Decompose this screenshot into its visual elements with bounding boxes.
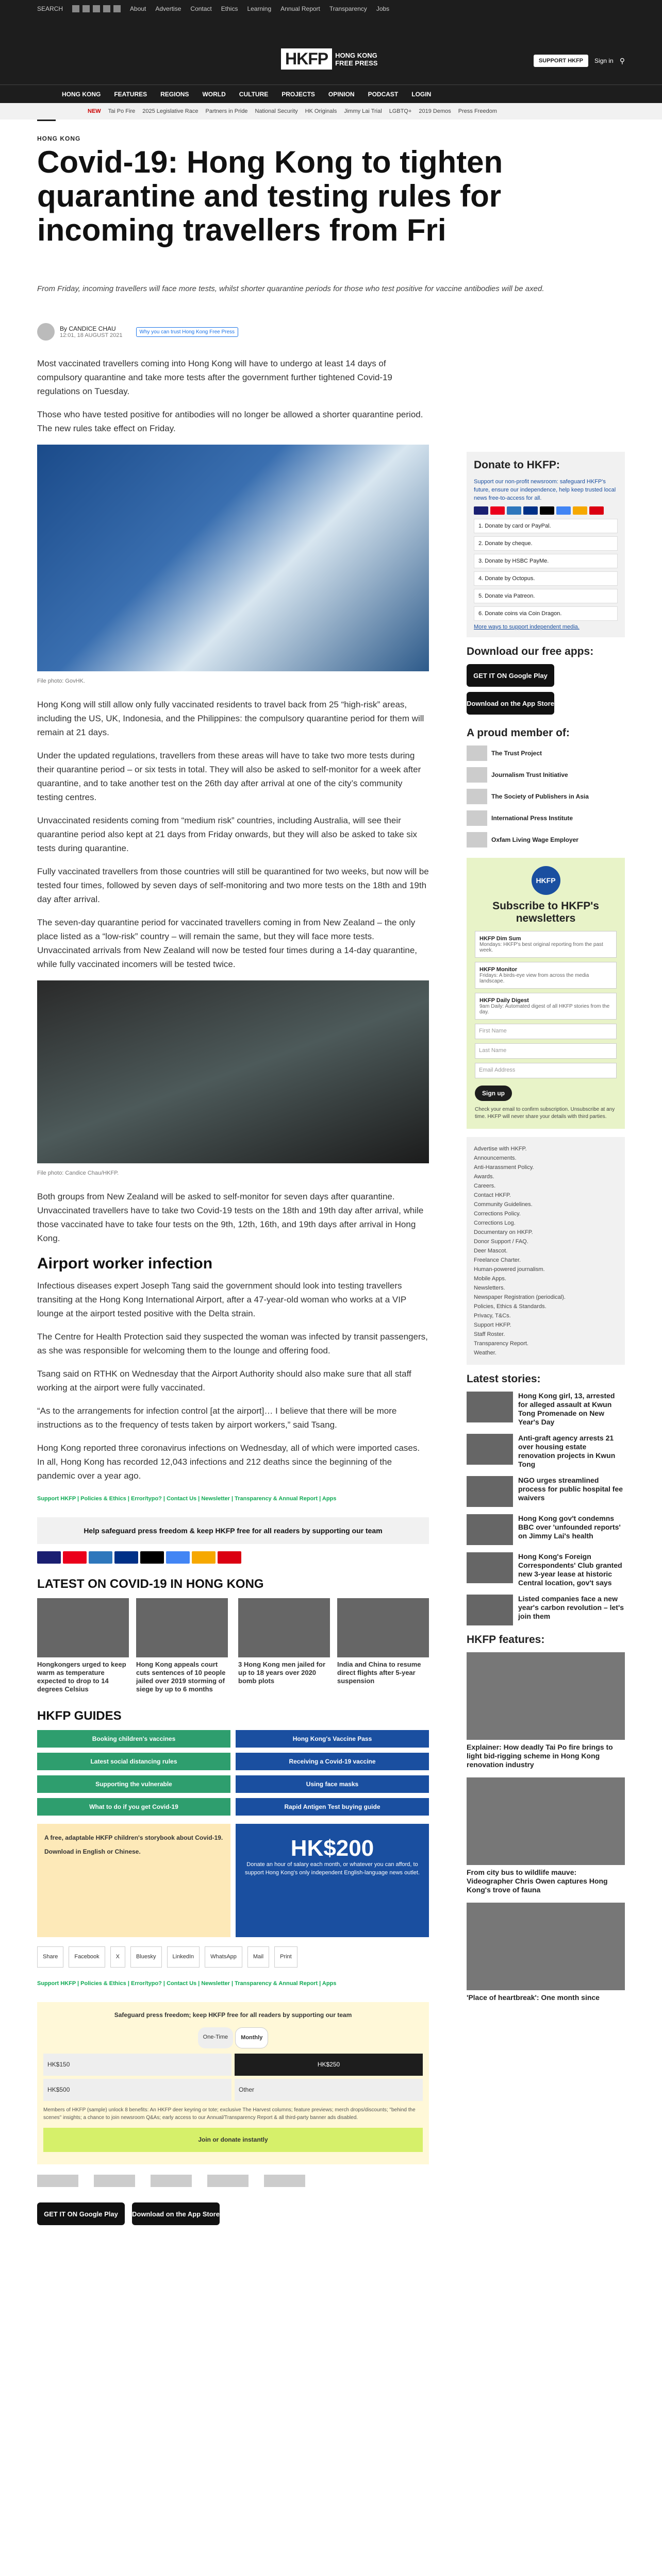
info-link[interactable]: Human-powered journalism.: [474, 1266, 545, 1273]
jobs-link[interactable]: Jobs: [376, 5, 390, 12]
covid-story-grid: [37, 1598, 429, 1693]
trending-bar: [0, 103, 662, 120]
payme-icon: [589, 506, 604, 515]
info-link[interactable]: Documentary on HKFP.: [474, 1229, 533, 1235]
member-list: [467, 745, 625, 848]
newsletter-heading: Subscribe to HKFP's newsletters: [492, 900, 599, 924]
newsletter-desc: Fridays: A birds-eye view from across the media landscape.: [479, 973, 589, 984]
card-title: 3 Hong Kong men jailed for up to 18 years over 2020 bomb plots: [238, 1660, 326, 1685]
tab-one-time[interactable]: One-Time: [198, 2027, 234, 2048]
menu-item[interactable]: LOGIN: [411, 90, 432, 98]
amount-option-selected[interactable]: HK$250: [235, 2054, 423, 2076]
menu-item[interactable]: PROJECTS: [282, 90, 315, 98]
share-button: Share: [37, 1946, 63, 1968]
latest-story[interactable]: [467, 1434, 625, 1469]
feature-image: [467, 1903, 625, 1990]
guide-button[interactable]: Supporting the vulnerable: [37, 1775, 230, 1793]
menu-item[interactable]: REGIONS: [160, 90, 189, 98]
logo-box: HKFP: [281, 48, 332, 70]
amex-icon: [89, 1551, 112, 1564]
story-title: Hong Kong's Foreign Correspondents' Club granted new 3-year lease at historic Central location, gov't says: [518, 1552, 622, 1587]
feature-story[interactable]: [467, 1903, 625, 2002]
story-thumbnail: [467, 1552, 513, 1583]
member-logo-icon: [467, 745, 487, 761]
card-title: Hong Kong appeals court cuts sentences of 10 people jailed over 2019 storming of siege by up to 6 months: [136, 1660, 226, 1693]
article-subtitle: From Friday, incoming travellers will face more tests, whilst shorter quarantine periods for those who test positive for vaccine antibodies will be axed.: [37, 284, 544, 293]
paragraph: Tsang said on RTHK on Wednesday that the Airport Authority should also make sure that all staff working at the airport were fully vaccinated.: [37, 1369, 411, 1393]
info-link[interactable]: Privacy, T&Cs.: [474, 1313, 511, 1319]
guide-button[interactable]: Receiving a Covid-19 vaccine: [236, 1753, 429, 1770]
member-logo: [467, 767, 625, 783]
trending-item[interactable]: Partners in Pride: [205, 108, 248, 114]
annual-report-link[interactable]: Annual Report: [280, 5, 320, 12]
author-name[interactable]: By CANDICE CHAU: [60, 325, 116, 332]
member-logo-icon: [467, 789, 487, 804]
donate-payment-icons: [474, 506, 618, 515]
share-button[interactable]: Print: [274, 1946, 297, 1968]
menu-item[interactable]: CULTURE: [239, 90, 269, 98]
info-link[interactable]: Contact HKFP.: [474, 1192, 511, 1198]
sign-in-link[interactable]: Sign in: [594, 57, 614, 64]
donate-option[interactable]: 4. Donate by Octopus.: [474, 571, 618, 586]
author-info: [60, 325, 123, 338]
paragraph: Hong Kong will still allow only fully vaccinated residents to travel back from 25 “high-risk” areas, including the US, UK, Indonesia, and the Philippines: the compulsory quarantine period for them will remain at 21 days.: [37, 700, 424, 737]
octopus-icon: [192, 1551, 216, 1564]
guide-button[interactable]: Latest social distancing rules: [37, 1753, 230, 1770]
story-thumbnail: [467, 1476, 513, 1507]
search-icon[interactable]: ⚲: [619, 56, 625, 65]
donate-promo-text: Donate an hour of salary each month, or whatever you can afford, to support Hong Kong's only independent English-language news outlet.: [244, 1861, 420, 1876]
google-play-button[interactable]: GET IT ON Google Play: [37, 2202, 125, 2225]
facebook-icon[interactable]: [72, 5, 79, 12]
member-logo: [467, 832, 625, 848]
article-title: Covid-19: Hong Kong to tighten quarantine and testing rules for incoming travellers from Fri: [37, 145, 503, 247]
logo-text-line1: HONG KONG: [335, 51, 377, 59]
header-actions: [534, 55, 625, 67]
support-widget: [37, 2002, 429, 2164]
info-link[interactable]: Deer Mascot.: [474, 1248, 508, 1254]
paragraph: “As to the arrangements for infection control [at the airport]… I believe that there will be more instructions as to the frequency of tests taken by airport workers,” said Tsang.: [37, 1406, 397, 1430]
amex-icon: [507, 506, 521, 515]
jti-logo: [94, 2175, 135, 2187]
applepay-icon: [140, 1551, 164, 1564]
guide-button[interactable]: Hong Kong's Vaccine Pass: [236, 1730, 429, 1748]
info-link[interactable]: Corrections Log.: [474, 1220, 516, 1226]
trending-item[interactable]: Tai Po Fire: [108, 108, 136, 114]
sidebar: [467, 452, 625, 2010]
info-link[interactable]: Newsletters.: [474, 1285, 505, 1291]
info-link[interactable]: Careers.: [474, 1183, 496, 1189]
trending-item[interactable]: 2025 Legislative Race: [142, 108, 198, 114]
donate-text: Support our non-profit newsroom: safeguard HKFP's future, ensure our independence, help keep trusted local news free-to-access for all.: [474, 479, 616, 501]
visa-icon: [37, 1551, 61, 1564]
newsletter-option[interactable]: [475, 993, 617, 1020]
member-logo-name: The Society of Publishers in Asia: [491, 793, 589, 800]
join-donate-button[interactable]: Join or donate instantly: [43, 2128, 423, 2152]
learning-link[interactable]: Learning: [247, 5, 272, 12]
sign-up-button[interactable]: Sign up: [475, 1086, 512, 1101]
story-title: Hong Kong girl, 13, arrested for alleged assault at Kwun Tong Promenade on New Year's Day: [518, 1392, 615, 1426]
story-thumbnail: [467, 1595, 513, 1625]
paragraph: Those who have tested positive for antibodies will no longer be allowed a shorter quarantine period. The new rules take effect on Friday.: [37, 410, 423, 433]
donate-amount: HK$200: [290, 1836, 374, 1861]
covid-story-card[interactable]: [337, 1598, 429, 1693]
paypal-icon: [523, 506, 538, 515]
paragraph: Hong Kong reported three coronavirus infections on Wednesday, all of which were imported cases. In all, Hong Kong has recorded 12,043 infections and 212 deaths since the beginning of the pandemic over a year ago.: [37, 1443, 420, 1481]
menu-item[interactable]: WORLD: [202, 90, 226, 98]
kicker-rule: [37, 120, 56, 121]
paragraph: Both groups from New Zealand will be asked to self-monitor for seven days after quarantine. Unvaccinated travellers have to take two Covid-19 tests on the 18th and 19th day after arrival, while those vaccinated have to take four tests on the 9th, 12th, 16th, and 19th days after arrival in Hong Kong.: [37, 1192, 424, 1243]
logo-text: [335, 52, 377, 67]
latest-story[interactable]: [467, 1514, 625, 1545]
article-category[interactable]: HONG KONG: [37, 135, 81, 142]
donate-option[interactable]: 1. Donate by card or PayPal.: [474, 519, 618, 533]
card-title: India and China to resume direct flights after 5-year suspension: [337, 1660, 421, 1685]
info-link-list: [467, 1137, 625, 1365]
payment-icons: [37, 1551, 429, 1564]
trending-item[interactable]: LGBTQ+: [389, 108, 412, 114]
transparency-link[interactable]: Transparency: [329, 5, 367, 12]
newsletter-desc: 9am Daily: Automated digest of all HKFP stories from the day.: [479, 1004, 610, 1015]
trust-credit-badge[interactable]: Why you can trust Hong Kong Free Press: [136, 327, 239, 337]
more-ways-link[interactable]: More ways to support independent media.: [474, 624, 580, 630]
features-list: [467, 1652, 625, 2002]
trending-item[interactable]: Press Freedom: [458, 108, 497, 114]
latest-story[interactable]: [467, 1392, 625, 1427]
info-link[interactable]: Anti-Harassment Policy.: [474, 1164, 534, 1171]
story-thumbnail: [467, 1434, 513, 1465]
x-icon[interactable]: [82, 5, 90, 12]
member-logo: [467, 745, 625, 761]
advertise-link[interactable]: Advertise: [155, 5, 181, 12]
donate-options: [474, 519, 618, 621]
apps-heading: Download our free apps:: [467, 646, 594, 657]
article-body: [37, 357, 429, 2230]
paragraph: Most vaccinated travellers coming into Hong Kong will have to undergo at least 14 days of compulsory quarantine and take more tests after the government further tightened Covid-19 regulations on Tuesday.: [37, 359, 392, 396]
donate-promo[interactable]: [236, 1824, 429, 1937]
card-title: Hongkongers urged to keep warm as temperature expected to drop to 14 degrees Celsius: [37, 1660, 126, 1693]
member-logo-name: Oxfam Living Wage Employer: [491, 836, 578, 843]
paragraph: The seven-day quarantine period for vaccinated travellers coming in from New Zealand – the only place listed as a “low-risk” country – will remain the same, but they will face more tests. Unvaccinated arrivals from New Zealand will now be tested four times during a 14-day quarantine, while fully vaccinated incomers will be tested twice.: [37, 918, 418, 969]
app-store-button[interactable]: Download on the App Store: [467, 692, 554, 715]
newsletter-option[interactable]: [475, 962, 617, 989]
support-heading: Safeguard press freedom; keep HKFP free for all readers by supporting our team: [114, 2011, 352, 2019]
info-link[interactable]: Staff Roster.: [474, 1331, 505, 1337]
story-title: Hong Kong gov't condemns BBC over 'unfounded reports' on Jimmy Lai's health: [518, 1514, 621, 1540]
member-logo-icon: [467, 767, 487, 783]
contact-link[interactable]: Contact: [190, 5, 212, 12]
octopus-icon: [573, 506, 587, 515]
paragraph: The Centre for Health Protection said they suspected the woman was infected by transit passengers, as she was responsible for welcoming them to the lounge and offering food.: [37, 1332, 428, 1355]
first-name-input[interactable]: First Name: [475, 1024, 617, 1039]
member-heading: A proud member of:: [467, 727, 570, 739]
share-button[interactable]: Facebook: [69, 1946, 105, 1968]
linkedin-icon[interactable]: [113, 5, 121, 12]
donate-option[interactable]: 6. Donate coins via Coin Dragon.: [474, 606, 618, 621]
publish-date: 12:01, 18 AUGUST 2021: [60, 332, 123, 338]
guide-button[interactable]: Using face masks: [236, 1775, 429, 1793]
bottom-footer-links[interactable]: Support HKFP | Policies & Ethics | Error/typo? | Contact Us | Newsletter | Transparency & Annual Report | Apps: [37, 1980, 337, 1987]
gpay-icon: [556, 506, 571, 515]
card-thumbnail: [337, 1598, 429, 1657]
hkfp-badge: HKFP: [532, 866, 560, 895]
donate-option[interactable]: 2. Donate by cheque.: [474, 536, 618, 551]
newsletter-title: HKFP Dim Sum: [479, 936, 521, 942]
menu-item[interactable]: FEATURES: [114, 90, 147, 98]
info-link[interactable]: Announcements.: [474, 1155, 517, 1161]
covid-story-card[interactable]: [136, 1598, 231, 1693]
member-logo: [467, 789, 625, 804]
promo-row: [37, 1824, 429, 1937]
newsletter-option[interactable]: [475, 931, 617, 958]
email-input[interactable]: Email Address: [475, 1063, 617, 1078]
social-icons: [72, 5, 121, 12]
guides-grid: [37, 1730, 429, 1816]
guide-button[interactable]: What to do if you get Covid-19: [37, 1798, 230, 1816]
donate-box: [467, 452, 625, 637]
feature-title: From city bus to wildlife mauve: Videographer Chris Owen captures Hong Kong's trove of fauna: [467, 1868, 608, 1894]
trending-item[interactable]: HK Originals: [305, 108, 337, 114]
member-benefits-text: Members of HKFP (sample) unlock 8 benefits: An HKFP deer keyring or tote; exclusive The Harvest columns; feature previews; merch drops/discounts; "behind the scenes" insights; a chance to join newsroom Q&As; early access to our Annual/Transparency Report & all third-party banner ads disabled.: [43, 2107, 416, 2121]
info-link[interactable]: Policies, Ethics & Standards.: [474, 1303, 547, 1310]
last-name-input[interactable]: Last Name: [475, 1043, 617, 1059]
story-thumbnail: [467, 1514, 513, 1545]
visa-icon: [474, 506, 488, 515]
member-logo-name: International Press Institute: [491, 815, 573, 822]
author-avatar: [37, 323, 55, 341]
info-link[interactable]: Support HKFP.: [474, 1322, 511, 1328]
newsletter-note: Check your email to confirm subscription. Unsubscribe at any time. HKFP will never share your details with third parties.: [475, 1107, 615, 1120]
app-store-button[interactable]: Download on the App Store: [132, 2202, 220, 2225]
amount-option[interactable]: HK$500: [43, 2079, 231, 2101]
paragraph: Under the updated regulations, travellers from these areas will have to take two more tests during their quarantine period – or six tests in total. They will also be asked to self-monitor for a week after quarantine, and to take another test on the 26th day after arrival at one of the city’s community testing centres.: [37, 751, 421, 802]
story-thumbnail: [467, 1392, 513, 1422]
article-footer-links[interactable]: Support HKFP | Policies & Ethics | Error/typo? | Contact Us | Newsletter | Transparency & Annual Report | Apps: [37, 1496, 337, 1502]
feature-title: 'Place of heartbreak': One month since: [467, 1993, 600, 2002]
paragraph: Fully vaccinated travellers from those countries will still be quarantined for two weeks, but now will be tested four times, followed by seven days of self-monitoring and two more tests on the 18th and 19th day after arrival.: [37, 867, 429, 904]
guides-heading: HKFP GUIDES: [37, 1709, 122, 1723]
feature-title: Explainer: How deadly Tai Po fire brings to light bid-rigging scheme in Hong Kong renovation industry: [467, 1743, 613, 1769]
amount-option[interactable]: HK$150: [43, 2054, 231, 2076]
guide-button[interactable]: Rapid Antigen Test buying guide: [236, 1798, 429, 1816]
newsletter-title: HKFP Daily Digest: [479, 997, 529, 1004]
features-heading: HKFP features:: [467, 1634, 545, 1646]
support-hkfp-button[interactable]: SUPPORT HKFP: [534, 55, 588, 67]
share-button[interactable]: Bluesky: [130, 1946, 162, 1968]
member-logo-name: Journalism Trust Initiative: [491, 771, 568, 778]
sopa-logo: [151, 2175, 192, 2187]
trending-item[interactable]: Jimmy Lai Trial: [344, 108, 382, 114]
payme-icon: [218, 1551, 241, 1564]
story-title: Listed companies face a new year's carbon revolution – let's join them: [518, 1595, 624, 1620]
menu-item[interactable]: HONG KONG: [62, 90, 101, 98]
section-heading: Airport worker infection: [37, 1255, 213, 1272]
trending-item[interactable]: 2019 Demos: [419, 108, 451, 114]
info-link[interactable]: Advertise with HKFP.: [474, 1146, 527, 1152]
google-play-button[interactable]: GET IT ON Google Play: [467, 664, 554, 687]
member-logo-icon: [467, 832, 487, 848]
donate-option[interactable]: 3. Donate by HSBC PayMe.: [474, 554, 618, 568]
member-logo-icon: [467, 810, 487, 826]
byline: [37, 323, 238, 341]
trending-label: NEW: [88, 108, 101, 114]
paragraph: Infectious diseases expert Joseph Tang said the government should look into testing travellers transiting at the Hong Kong International Airport, after a 47-year-old woman who works at a VIP lounge at the airport tested positive with the Delta strain.: [37, 1281, 406, 1318]
donate-heading: Donate to HKFP:: [474, 459, 560, 471]
story-title: NGO urges streamlined process for public hospital fee waivers: [518, 1476, 623, 1502]
tab-monthly[interactable]: Monthly: [235, 2027, 268, 2048]
info-link[interactable]: Awards.: [474, 1174, 494, 1180]
feature-story[interactable]: [467, 1652, 625, 1769]
youtube-icon[interactable]: [103, 5, 110, 12]
card-thumbnail: [136, 1598, 228, 1657]
trust-project-logo: [37, 2175, 78, 2187]
paypal-icon: [114, 1551, 138, 1564]
latest-stories-list: [467, 1392, 625, 1625]
feature-image: [467, 1652, 625, 1740]
menu-item[interactable]: PODCAST: [368, 90, 399, 98]
applepay-icon: [540, 506, 554, 515]
photo-caption: File photo: GovHK.: [37, 678, 85, 684]
feature-story[interactable]: [467, 1777, 625, 1894]
ethics-link[interactable]: Ethics: [221, 5, 238, 12]
latest-stories-heading: Latest stories:: [467, 1373, 541, 1385]
logo-text-line2: FREE PRESS: [335, 59, 378, 67]
newsletter-title: HKFP Monitor: [479, 967, 518, 973]
member-logos-row: [37, 2175, 429, 2187]
site-header: [0, 18, 662, 84]
feature-image: [467, 1777, 625, 1865]
storybook-promo[interactable]: A free, adaptable HKFP children's storybook about Covid-19. Download in English or Chinese.: [37, 1824, 230, 1937]
donation-amounts: [43, 2054, 423, 2101]
info-link[interactable]: Newspaper Registration (periodical).: [474, 1294, 566, 1300]
info-link[interactable]: Donor Support / FAQ.: [474, 1239, 528, 1245]
card-thumbnail: [37, 1598, 129, 1657]
share-button[interactable]: Mail: [247, 1946, 269, 1968]
donation-frequency-tabs: [43, 2027, 423, 2048]
info-link[interactable]: Weather.: [474, 1350, 496, 1356]
card-thumbnail: [238, 1598, 330, 1657]
about-link[interactable]: About: [130, 5, 146, 12]
photo-caption: File photo: Candice Chau/HKFP.: [37, 1170, 119, 1176]
donate-option[interactable]: 5. Donate via Patreon.: [474, 589, 618, 603]
mastercard-icon: [63, 1551, 87, 1564]
menu-item[interactable]: OPINION: [328, 90, 355, 98]
mastercard-icon: [490, 506, 505, 515]
latest-story[interactable]: [467, 1476, 625, 1507]
paragraph: Unvaccinated residents coming from “medium risk” countries, including Australia, will see their quarantine period also kept at 21 days from Friday onwards, but they will also be asked to take six tests during quarantine.: [37, 816, 418, 853]
hkfp-logo[interactable]: [281, 48, 377, 70]
latest-story[interactable]: [467, 1595, 625, 1625]
member-logo: [467, 810, 625, 826]
instagram-icon[interactable]: [93, 5, 100, 12]
info-link[interactable]: Freelance Charter.: [474, 1257, 521, 1263]
newsletter-options: [475, 931, 617, 1020]
share-button[interactable]: X: [110, 1946, 125, 1968]
story-title: Anti-graft agency arrests 21 over housing estate renovation projects in Kwun Tong: [518, 1434, 616, 1468]
article-photo: [37, 980, 429, 1163]
oxfam-logo: [264, 2175, 305, 2187]
share-button[interactable]: WhatsApp: [205, 1946, 242, 1968]
newsletter-box: [467, 858, 625, 1129]
info-link[interactable]: Mobile Apps.: [474, 1276, 506, 1282]
top-utility-bar: [0, 0, 662, 18]
latest-covid-heading: LATEST ON COVID-19 IN HONG KONG: [37, 1577, 264, 1591]
share-button[interactable]: LinkedIn: [167, 1946, 200, 1968]
share-bar: [37, 1946, 429, 1968]
main-menu: [0, 84, 662, 103]
guide-button[interactable]: Booking children's vaccines: [37, 1730, 230, 1748]
info-link[interactable]: Corrections Policy.: [474, 1211, 521, 1217]
trending-item[interactable]: National Security: [255, 108, 298, 114]
search-link[interactable]: SEARCH: [37, 5, 63, 12]
latest-story[interactable]: [467, 1552, 625, 1587]
ipi-logo: [207, 2175, 249, 2187]
member-logo-name: The Trust Project: [491, 750, 542, 757]
covid-story-card[interactable]: [238, 1598, 330, 1693]
gpay-icon: [166, 1551, 190, 1564]
help-banner[interactable]: Help safeguard press freedom & keep HKFP free for all readers by supporting our team: [37, 1517, 429, 1544]
article-photo: [37, 445, 429, 671]
amount-option[interactable]: Other: [235, 2079, 423, 2101]
newsletter-desc: Mondays: HKFP's best original reporting from the past week.: [479, 942, 603, 953]
info-link[interactable]: Community Guidelines.: [474, 1201, 533, 1208]
covid-story-card[interactable]: [37, 1598, 129, 1693]
app-store-row: [37, 2197, 429, 2230]
info-link[interactable]: Transparency Report.: [474, 1341, 528, 1347]
